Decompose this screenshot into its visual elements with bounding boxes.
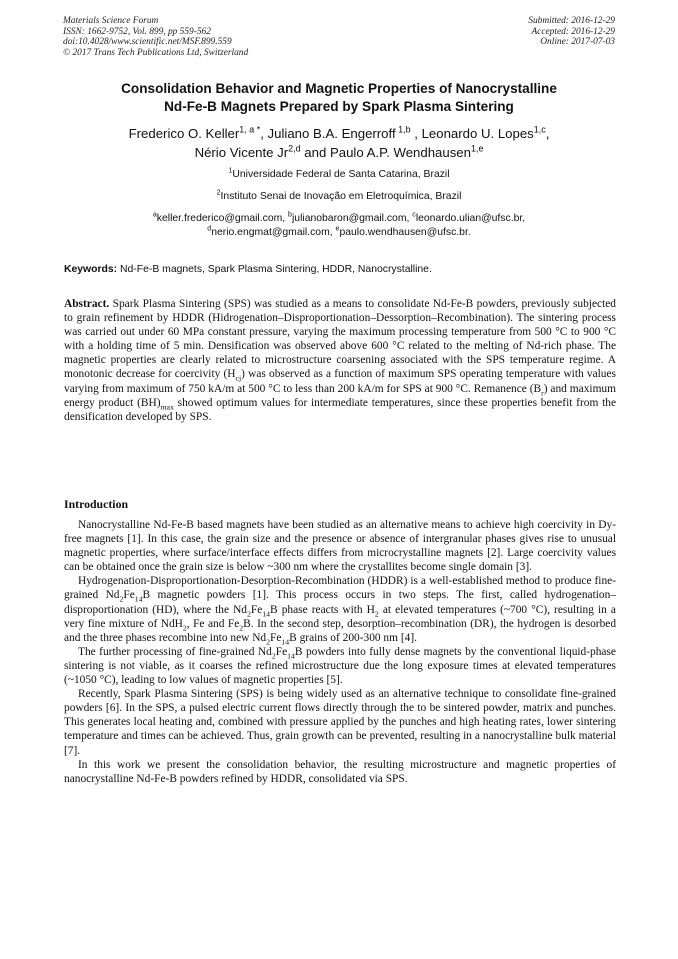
email-link[interactable]: nerio.engmat@gmail.com, (211, 227, 336, 238)
title-line-1: Consolidation Behavior and Magnetic Properties of Nanocrystalline (121, 81, 557, 96)
text-run: Hydrogenation-Disproportionation-Desorption-Recombination (HDDR) is a well-established method to produce fine-grained Nd (64, 575, 616, 602)
author-line-1 (60, 124, 618, 143)
paper-title (60, 80, 618, 116)
subscript: 2 (119, 594, 124, 604)
email-link[interactable]: keller.frederico@gmail.com, (156, 213, 289, 224)
author-name: Nério Vicente Jr (194, 145, 289, 160)
text-run: B powders into fully dense magnets by the conventional liquid-phase sintering is not viable, as it coarses the refined microstructure due the long exposure times at elevated temperatures (~1050 °C), leading to low values of magnetic properties [5]. (64, 645, 616, 687)
text-run: at elevated temperatures (~700 °C), resulting in a very fine mixture of NdH (64, 603, 616, 630)
author-name: Frederico O. Keller (128, 126, 240, 141)
paragraph: Recently, Spark Plasma Sintering (SPS) is being widely used as an alternative technique to consolidate fine-grained powders [6]. In the SPS, a pulsed electric current flows directly through the to be sintered powder, matrix and punches. This generates local heating and, combined with pressure applied by the punches and high heating rates, lower sintering temperature and times can be achieved. Thus, grain growth can be prevented, resulting in a nanocrystalline bulk material [7]. (64, 688, 616, 757)
author-name: and Paulo A.P. Wendhausen (300, 145, 471, 160)
affiliation-1 (60, 169, 618, 181)
journal-name: Materials Science Forum (63, 16, 159, 26)
title-line-2: Nd-Fe-B Magnets Prepared by Spark Plasma Sintering (164, 99, 514, 114)
journal-header-left (63, 16, 248, 58)
subscript: 2 (271, 651, 276, 661)
accepted-date: Accepted: 2016-12-29 (531, 26, 615, 37)
abstract-text: showed optimum values for intermediate temperatures, since these properties benefit from the densification developed by SPS. (64, 396, 617, 423)
subscript: 14 (281, 637, 290, 647)
submitted-date: Submitted: 2016-12-29 (528, 16, 615, 26)
text-run: Fe (275, 645, 288, 658)
subscript: 2 (247, 608, 251, 618)
email-mark: c (412, 211, 416, 219)
keywords (64, 263, 616, 276)
journal-header-right (528, 16, 615, 48)
author-affil-mark: 1,b (395, 124, 411, 135)
email-link[interactable]: leonardo.ulian@ufsc.br, (415, 213, 526, 224)
author-line-2 (60, 143, 618, 162)
abstract-text: ) was observed as a function of maximum SPS operating temperature with values varying from maximum of 750 kA/m at 500 °C to less than 200 kA/m for SPS at 900 °C. Remanence (B (64, 368, 616, 395)
author-affil-mark: 2,d (288, 143, 301, 154)
email-link[interactable]: julianobaron@gmail.com, (291, 213, 413, 224)
subscript: cj (235, 373, 242, 383)
journal-issn: ISSN: 1662-9752, Vol. 899, pp 559-562 (63, 26, 211, 37)
email-mark: b (288, 211, 292, 219)
author-emails (60, 212, 618, 240)
section-heading-introduction: Introduction (64, 497, 129, 511)
paragraph: In this work we present the consolidation behavior, the resulting microstructure and magnetic properties of nanocrystalline Nd-Fe-B powders refined by HDDR, consolidated via SPS. (64, 758, 616, 785)
affiliation-2 (60, 191, 618, 203)
abstract (64, 297, 616, 424)
author-name: , Leonardo U. Lopes (410, 126, 534, 141)
text-run: B magnetic powders [1]. This process occurs in two steps. The first, called hydrogenation–disproportionation (HD), where the Nd (64, 589, 616, 616)
paragraph: Nanocrystalline Nd-Fe-B based magnets have been studied as an alternative means to achieve high coercivity in Dy-free magnets [1]. In this case, the grain size and the presence or absence of intergranular phases gives rise to unusual magnetic properties, where surface/interface effects differs from microcrystalline magnets [2]. Large coercivity values can be obtained once the grain size is below ~300 nm where the crystallites become single domain [3]. (64, 519, 616, 574)
keywords-text: Nd-Fe-B magnets, Spark Plasma Sintering, HDDR, Nanocrystalline. (117, 264, 432, 275)
subscript: 2 (182, 622, 187, 632)
author-affil-mark: 1,c (533, 124, 546, 135)
email-mark: e (335, 225, 340, 233)
keywords-label: Keywords: (64, 264, 118, 275)
author-name: , Juliano B.A. Engerroff (260, 126, 396, 141)
email-mark: a (152, 211, 157, 219)
affiliation-mark: 1 (228, 167, 233, 175)
author-separator: , (545, 126, 550, 141)
email-mark: d (207, 225, 212, 233)
author-affil-mark: 1, a * (239, 124, 261, 135)
affiliation-text: Instituto Senai de Inovação em Eletroquímica, Brazil (220, 191, 462, 202)
text-run: Fe (123, 589, 135, 602)
subscript: 14 (262, 608, 271, 618)
email-line-1 (60, 212, 618, 226)
abstract-text: ) and maximum energy product (BH) (64, 382, 616, 409)
journal-copyright: © 2017 Trans Tech Publications Ltd, Switzerland (63, 47, 249, 58)
text-run: Fe (250, 603, 263, 616)
email-link[interactable]: paulo.wendhausen@ufsc.br. (339, 227, 471, 238)
introduction-body (64, 518, 616, 786)
subscript: 14 (134, 594, 143, 604)
paragraph (64, 574, 617, 647)
subscript: 2 (374, 608, 379, 618)
paragraph (64, 645, 616, 687)
email-line-2 (60, 226, 618, 240)
subscript: r (541, 387, 544, 397)
text-run: B phase reacts with H (270, 603, 375, 616)
subscript: 2 (239, 622, 244, 632)
subscript: 2 (266, 637, 270, 647)
affiliation-mark: 2 (216, 189, 221, 197)
author-list (60, 124, 618, 162)
text-run: , Fe and Fe (186, 617, 240, 630)
subscript: 14 (287, 651, 295, 661)
abstract-label: Abstract. (64, 298, 110, 310)
abstract-text: Spark Plasma Sintering (SPS) was studied as a means to consolidate Nd-Fe-B powders, previously subjected to grain refinement by HDDR (Hidrogenation–Disproportionation–Dessorption–Recombination). The sintering process was carried out under 60 MPa constant pressure, varying the maximum processing temperature from 500 °C to 900 °C with a holding time of 5 min. Densification was observed above 600 °C related to the melting of Nd-rich phase. The magnetic properties are clearly related to microstructure coarsening associated with the SPS temperature regime. A monotonic decrease for coercivity (H (64, 298, 616, 381)
subscript: max (160, 401, 174, 411)
text-run: B grains of 200-300 nm [4]. (289, 631, 417, 644)
text-run: Fe (270, 631, 282, 644)
affiliation-text: Universidade Federal de Santa Catarina, Brazil (232, 169, 450, 180)
text-run: The further processing of fine-grained Nd (78, 645, 272, 658)
online-date: Online: 2017-07-03 (540, 37, 615, 48)
text-run: B. In the second step, desorption–recombination (DR), the hydrogen is desorbed and the three phases recombine into new Nd (64, 617, 617, 644)
journal-doi: doi:10.4028/www.scientific.net/MSF.899.559 (63, 37, 232, 48)
author-affil-mark: 1,e (470, 143, 484, 154)
